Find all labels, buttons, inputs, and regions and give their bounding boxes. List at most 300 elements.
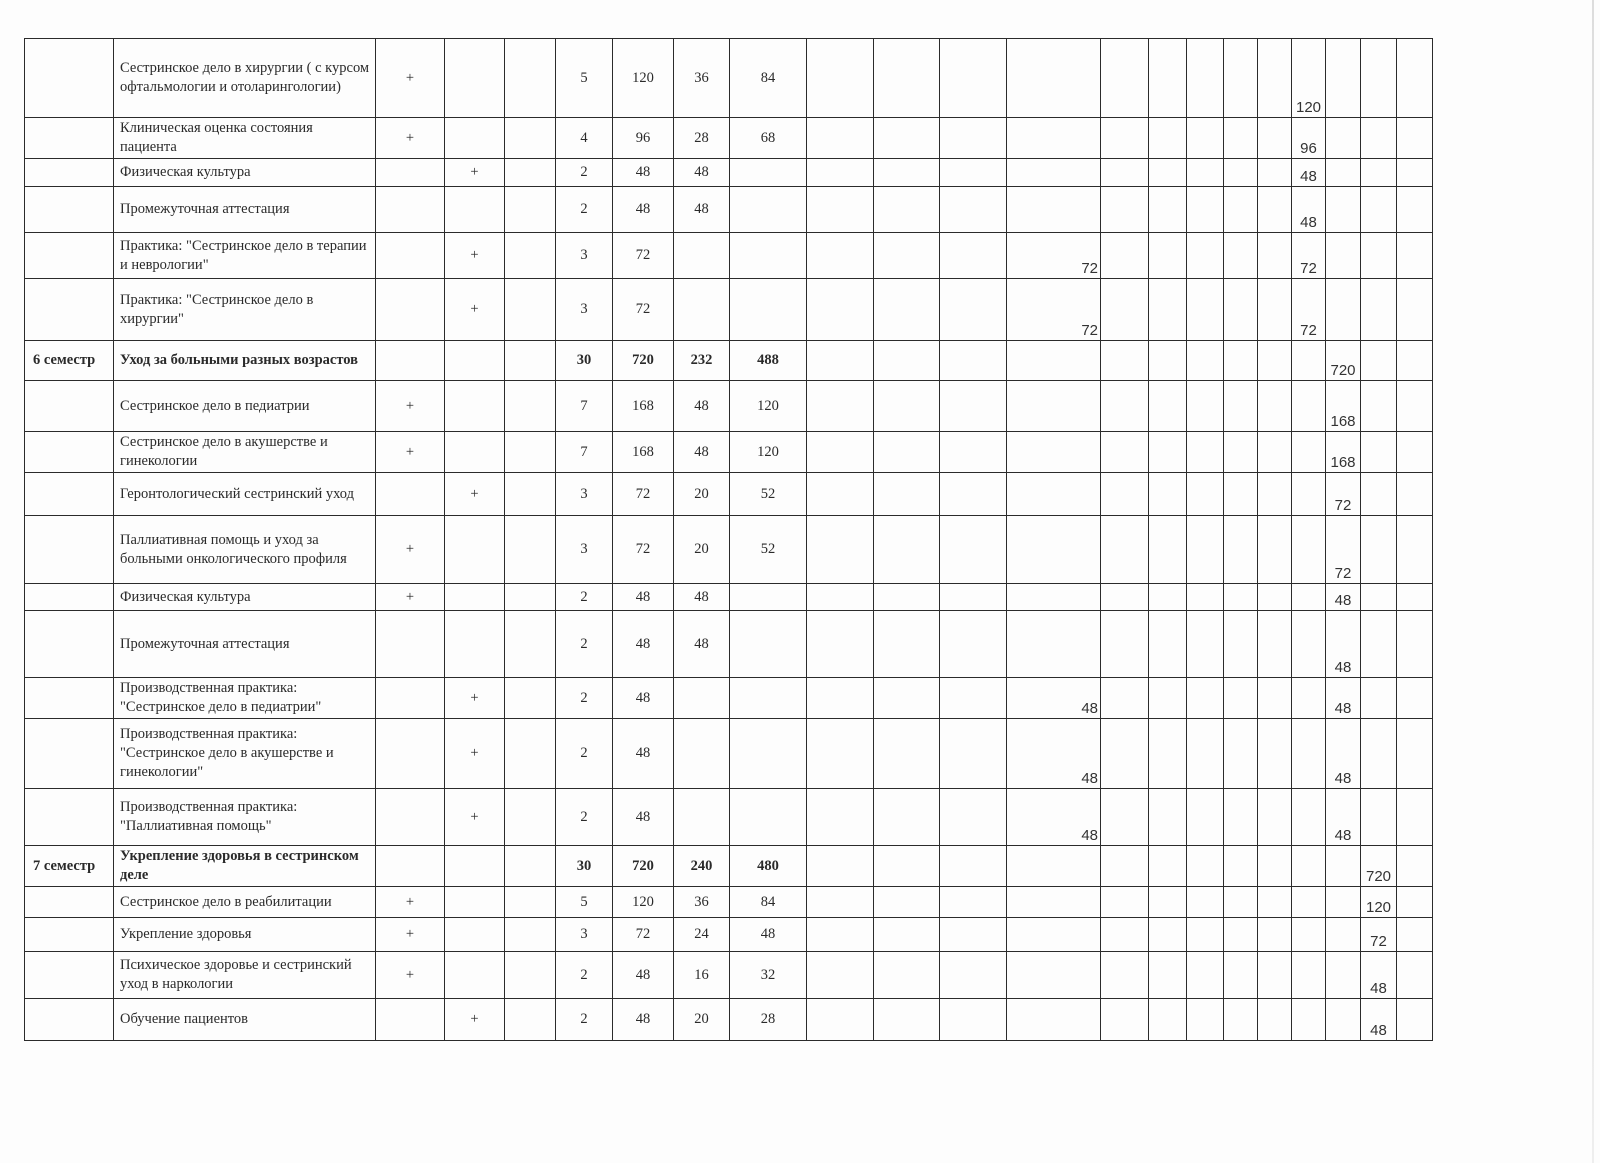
table-row xyxy=(25,341,1433,381)
empty-cell xyxy=(874,381,940,432)
coursework-mark xyxy=(505,516,556,584)
table-row xyxy=(25,999,1433,1041)
empty-cell xyxy=(1361,432,1397,473)
credit-units: 2 xyxy=(556,952,613,999)
table-row xyxy=(25,279,1433,341)
empty-cell xyxy=(1326,846,1361,887)
total-hours: 48 xyxy=(613,999,674,1041)
credit-units: 7 xyxy=(556,381,613,432)
table-row xyxy=(25,432,1433,473)
credit-units: 30 xyxy=(556,846,613,887)
empty-cell xyxy=(1397,473,1433,516)
credit-mark xyxy=(445,118,505,159)
credit-mark xyxy=(445,432,505,473)
semester-hours-cell: 48 xyxy=(1326,584,1361,611)
empty-cell xyxy=(1397,952,1433,999)
empty-cell xyxy=(1258,678,1292,719)
empty-cell xyxy=(1187,473,1224,516)
credit-units: 3 xyxy=(556,279,613,341)
coursework-mark xyxy=(505,952,556,999)
discipline-name: Промежуточная аттестация xyxy=(114,187,376,233)
empty-cell xyxy=(1258,516,1292,584)
discipline-name: Геронтологический сестринский уход xyxy=(114,473,376,516)
practice-total-cell xyxy=(1007,159,1101,187)
semester-label xyxy=(25,473,114,516)
empty-cell xyxy=(1187,279,1224,341)
empty-cell xyxy=(1397,187,1433,233)
empty-cell xyxy=(807,918,874,952)
empty-cell xyxy=(1149,432,1187,473)
empty-cell xyxy=(1149,846,1187,887)
empty-cell xyxy=(1187,846,1224,887)
empty-cell xyxy=(1149,719,1187,789)
practice-total-cell xyxy=(1007,516,1101,584)
theory-hours: 232 xyxy=(674,341,730,381)
table-row xyxy=(25,159,1433,187)
empty-cell xyxy=(807,719,874,789)
empty-cell xyxy=(1149,187,1187,233)
empty-cell xyxy=(1258,279,1292,341)
empty-cell xyxy=(874,846,940,887)
exam-mark: + xyxy=(376,118,445,159)
empty-cell xyxy=(874,719,940,789)
empty-cell xyxy=(1149,611,1187,678)
empty-cell xyxy=(1397,381,1433,432)
semester-label xyxy=(25,432,114,473)
empty-cell xyxy=(1361,187,1397,233)
empty-cell xyxy=(1292,918,1326,952)
empty-cell xyxy=(1224,516,1258,584)
theory-hours xyxy=(674,719,730,789)
empty-cell xyxy=(1187,719,1224,789)
semester-hours-cell: 72 xyxy=(1361,918,1397,952)
semester-hours-cell: 72 xyxy=(1292,279,1326,341)
table-row xyxy=(25,381,1433,432)
practice-total-cell xyxy=(1007,846,1101,887)
practice-total-cell xyxy=(1007,432,1101,473)
empty-cell xyxy=(807,432,874,473)
coursework-mark xyxy=(505,187,556,233)
empty-cell xyxy=(1361,341,1397,381)
empty-cell xyxy=(940,584,1007,611)
practice-hours xyxy=(730,678,807,719)
empty-cell xyxy=(1187,584,1224,611)
empty-cell xyxy=(1397,118,1433,159)
empty-cell xyxy=(874,516,940,584)
semester-hours-cell: 168 xyxy=(1326,432,1361,473)
empty-cell xyxy=(1224,952,1258,999)
empty-cell xyxy=(807,611,874,678)
total-hours: 96 xyxy=(613,118,674,159)
practice-total-cell xyxy=(1007,118,1101,159)
exam-mark: + xyxy=(376,584,445,611)
semester-label xyxy=(25,233,114,279)
empty-cell xyxy=(1258,341,1292,381)
empty-cell xyxy=(1224,233,1258,279)
total-hours: 48 xyxy=(613,611,674,678)
table-row xyxy=(25,918,1433,952)
practice-hours xyxy=(730,279,807,341)
credit-mark xyxy=(445,39,505,118)
practice-hours xyxy=(730,584,807,611)
coursework-mark xyxy=(505,473,556,516)
total-hours: 48 xyxy=(613,187,674,233)
exam-mark: + xyxy=(376,918,445,952)
theory-hours: 36 xyxy=(674,887,730,918)
practice-total-cell: 48 xyxy=(1007,678,1101,719)
practice-hours: 28 xyxy=(730,999,807,1041)
empty-cell xyxy=(940,233,1007,279)
empty-cell xyxy=(1101,39,1149,118)
semester-hours-cell: 720 xyxy=(1361,846,1397,887)
empty-cell xyxy=(1149,516,1187,584)
empty-cell xyxy=(1224,584,1258,611)
empty-cell xyxy=(1149,233,1187,279)
theory-hours xyxy=(674,789,730,846)
empty-cell xyxy=(1224,118,1258,159)
empty-cell xyxy=(1224,279,1258,341)
empty-cell xyxy=(874,473,940,516)
practice-total-cell xyxy=(1007,473,1101,516)
empty-cell xyxy=(1224,432,1258,473)
semester-label xyxy=(25,611,114,678)
semester-hours-cell: 48 xyxy=(1292,159,1326,187)
empty-cell xyxy=(940,887,1007,918)
semester-label: 6 семестр xyxy=(25,341,114,381)
empty-cell xyxy=(1397,887,1433,918)
empty-cell xyxy=(1101,611,1149,678)
theory-hours: 24 xyxy=(674,918,730,952)
empty-cell xyxy=(874,952,940,999)
semester-hours-cell: 168 xyxy=(1326,381,1361,432)
empty-cell xyxy=(1397,516,1433,584)
empty-cell xyxy=(874,999,940,1041)
practice-hours: 120 xyxy=(730,381,807,432)
practice-total-cell xyxy=(1007,39,1101,118)
table-row xyxy=(25,887,1433,918)
semester-hours-cell: 48 xyxy=(1326,611,1361,678)
theory-hours xyxy=(674,233,730,279)
empty-cell xyxy=(807,678,874,719)
credit-units: 2 xyxy=(556,611,613,678)
discipline-name: Физическая культура xyxy=(114,159,376,187)
table-row xyxy=(25,39,1433,118)
empty-cell xyxy=(1149,952,1187,999)
semester-hours-cell: 96 xyxy=(1292,118,1326,159)
empty-cell xyxy=(940,432,1007,473)
practice-hours xyxy=(730,233,807,279)
empty-cell xyxy=(1258,187,1292,233)
empty-cell xyxy=(940,381,1007,432)
empty-cell xyxy=(874,159,940,187)
coursework-mark xyxy=(505,279,556,341)
credit-units: 7 xyxy=(556,432,613,473)
total-hours: 48 xyxy=(613,719,674,789)
practice-hours: 52 xyxy=(730,473,807,516)
empty-cell xyxy=(1326,887,1361,918)
empty-cell xyxy=(1361,233,1397,279)
empty-cell xyxy=(940,118,1007,159)
empty-cell xyxy=(1149,279,1187,341)
exam-mark xyxy=(376,719,445,789)
semester-label xyxy=(25,187,114,233)
credit-units: 2 xyxy=(556,789,613,846)
empty-cell xyxy=(807,341,874,381)
total-hours: 48 xyxy=(613,952,674,999)
credit-mark: + xyxy=(445,159,505,187)
empty-cell xyxy=(807,999,874,1041)
total-hours: 48 xyxy=(613,159,674,187)
theory-hours: 48 xyxy=(674,611,730,678)
empty-cell xyxy=(1361,678,1397,719)
empty-cell xyxy=(940,846,1007,887)
exam-mark xyxy=(376,187,445,233)
theory-hours: 48 xyxy=(674,432,730,473)
practice-total-cell xyxy=(1007,381,1101,432)
credit-mark xyxy=(445,341,505,381)
credit-mark: + xyxy=(445,678,505,719)
discipline-name: Производственная практика: "Паллиативная помощь" xyxy=(114,789,376,846)
empty-cell xyxy=(1101,473,1149,516)
practice-total-cell: 48 xyxy=(1007,789,1101,846)
coursework-mark xyxy=(505,233,556,279)
empty-cell xyxy=(1292,611,1326,678)
empty-cell xyxy=(1224,39,1258,118)
coursework-mark xyxy=(505,846,556,887)
credit-units: 3 xyxy=(556,516,613,584)
empty-cell xyxy=(940,341,1007,381)
empty-cell xyxy=(1149,584,1187,611)
empty-cell xyxy=(874,233,940,279)
credit-units: 3 xyxy=(556,233,613,279)
semester-label xyxy=(25,118,114,159)
empty-cell xyxy=(1397,846,1433,887)
scan-edge xyxy=(1592,0,1594,1163)
semester-label xyxy=(25,719,114,789)
empty-cell xyxy=(1187,999,1224,1041)
semester-hours-cell: 72 xyxy=(1326,473,1361,516)
discipline-name: Сестринское дело в реабилитации xyxy=(114,887,376,918)
discipline-name: Паллиативная помощь и уход за больными онкологического профиля xyxy=(114,516,376,584)
theory-hours: 240 xyxy=(674,846,730,887)
practice-hours: 52 xyxy=(730,516,807,584)
theory-hours: 20 xyxy=(674,516,730,584)
credit-units: 2 xyxy=(556,719,613,789)
practice-hours: 480 xyxy=(730,846,807,887)
empty-cell xyxy=(1326,233,1361,279)
coursework-mark xyxy=(505,678,556,719)
total-hours: 168 xyxy=(613,432,674,473)
empty-cell xyxy=(1149,918,1187,952)
empty-cell xyxy=(1101,233,1149,279)
empty-cell xyxy=(940,789,1007,846)
empty-cell xyxy=(940,952,1007,999)
empty-cell xyxy=(1149,159,1187,187)
empty-cell xyxy=(1101,887,1149,918)
practice-total-cell: 72 xyxy=(1007,279,1101,341)
semester-label xyxy=(25,678,114,719)
empty-cell xyxy=(1397,233,1433,279)
semester-hours-cell: 48 xyxy=(1326,678,1361,719)
empty-cell xyxy=(940,516,1007,584)
credit-mark xyxy=(445,611,505,678)
empty-cell xyxy=(1292,952,1326,999)
practice-total-cell: 48 xyxy=(1007,719,1101,789)
empty-cell xyxy=(1326,918,1361,952)
empty-cell xyxy=(1187,233,1224,279)
empty-cell xyxy=(807,846,874,887)
credit-mark xyxy=(445,846,505,887)
empty-cell xyxy=(1361,516,1397,584)
empty-cell xyxy=(1224,678,1258,719)
empty-cell xyxy=(1187,952,1224,999)
empty-cell xyxy=(1224,341,1258,381)
coursework-mark xyxy=(505,381,556,432)
total-hours: 120 xyxy=(613,887,674,918)
credit-units: 30 xyxy=(556,341,613,381)
credit-mark xyxy=(445,381,505,432)
empty-cell xyxy=(807,584,874,611)
credit-mark: + xyxy=(445,789,505,846)
empty-cell xyxy=(1187,118,1224,159)
empty-cell xyxy=(1397,159,1433,187)
credit-units: 2 xyxy=(556,999,613,1041)
discipline-name: Уход за больными разных возрастов xyxy=(114,341,376,381)
empty-cell xyxy=(874,789,940,846)
empty-cell xyxy=(1361,381,1397,432)
empty-cell xyxy=(807,381,874,432)
theory-hours: 20 xyxy=(674,473,730,516)
theory-hours: 20 xyxy=(674,999,730,1041)
empty-cell xyxy=(1258,432,1292,473)
empty-cell xyxy=(1187,432,1224,473)
empty-cell xyxy=(807,39,874,118)
exam-mark xyxy=(376,473,445,516)
empty-cell xyxy=(1258,611,1292,678)
discipline-name: Промежуточная аттестация xyxy=(114,611,376,678)
empty-cell xyxy=(1187,678,1224,719)
coursework-mark xyxy=(505,887,556,918)
discipline-name: Клиническая оценка состояния пациента xyxy=(114,118,376,159)
coursework-mark xyxy=(505,159,556,187)
empty-cell xyxy=(1187,39,1224,118)
semester-label xyxy=(25,918,114,952)
empty-cell xyxy=(1326,118,1361,159)
empty-cell xyxy=(1224,789,1258,846)
empty-cell xyxy=(1397,611,1433,678)
empty-cell xyxy=(1187,381,1224,432)
credit-units: 5 xyxy=(556,39,613,118)
theory-hours: 36 xyxy=(674,39,730,118)
empty-cell xyxy=(940,473,1007,516)
empty-cell xyxy=(1361,118,1397,159)
table-row xyxy=(25,678,1433,719)
table-row xyxy=(25,584,1433,611)
empty-cell xyxy=(1326,999,1361,1041)
empty-cell xyxy=(1101,999,1149,1041)
table-row xyxy=(25,952,1433,999)
empty-cell xyxy=(1101,846,1149,887)
practice-hours xyxy=(730,789,807,846)
theory-hours: 16 xyxy=(674,952,730,999)
exam-mark xyxy=(376,999,445,1041)
semester-label: 7 семестр xyxy=(25,846,114,887)
semester-hours-cell: 48 xyxy=(1361,999,1397,1041)
empty-cell xyxy=(1101,584,1149,611)
discipline-name: Практика: "Сестринское дело в хирургии" xyxy=(114,279,376,341)
table-row xyxy=(25,516,1433,584)
practice-hours xyxy=(730,611,807,678)
table-row xyxy=(25,846,1433,887)
coursework-mark xyxy=(505,918,556,952)
total-hours: 72 xyxy=(613,516,674,584)
total-hours: 72 xyxy=(613,279,674,341)
empty-cell xyxy=(1101,789,1149,846)
empty-cell xyxy=(1149,381,1187,432)
semester-label xyxy=(25,789,114,846)
credit-units: 3 xyxy=(556,473,613,516)
empty-cell xyxy=(1224,473,1258,516)
empty-cell xyxy=(940,39,1007,118)
empty-cell xyxy=(1361,159,1397,187)
empty-cell xyxy=(874,39,940,118)
coursework-mark xyxy=(505,611,556,678)
empty-cell xyxy=(874,918,940,952)
practice-hours xyxy=(730,159,807,187)
empty-cell xyxy=(1224,846,1258,887)
discipline-name: Производственная практика: "Сестринское дело в акушерстве и гинекологии" xyxy=(114,719,376,789)
credit-mark: + xyxy=(445,473,505,516)
discipline-name: Укрепление здоровья в сестринском деле xyxy=(114,846,376,887)
semester-hours-cell: 48 xyxy=(1292,187,1326,233)
table-row xyxy=(25,473,1433,516)
empty-cell xyxy=(874,187,940,233)
credit-units: 2 xyxy=(556,159,613,187)
empty-cell xyxy=(1292,887,1326,918)
empty-cell xyxy=(1258,118,1292,159)
empty-cell xyxy=(940,159,1007,187)
discipline-name: Обучение пациентов xyxy=(114,999,376,1041)
practice-total-cell xyxy=(1007,187,1101,233)
credit-mark: + xyxy=(445,719,505,789)
empty-cell xyxy=(1224,719,1258,789)
empty-cell xyxy=(940,187,1007,233)
empty-cell xyxy=(874,611,940,678)
empty-cell xyxy=(1258,159,1292,187)
table-row xyxy=(25,118,1433,159)
empty-cell xyxy=(1292,473,1326,516)
exam-mark xyxy=(376,279,445,341)
empty-cell xyxy=(1224,159,1258,187)
practice-hours xyxy=(730,719,807,789)
total-hours: 72 xyxy=(613,233,674,279)
curriculum-table xyxy=(24,38,1433,1041)
empty-cell xyxy=(1149,118,1187,159)
empty-cell xyxy=(807,233,874,279)
practice-total-cell xyxy=(1007,918,1101,952)
empty-cell xyxy=(1258,473,1292,516)
semester-label xyxy=(25,584,114,611)
empty-cell xyxy=(1224,918,1258,952)
empty-cell xyxy=(1292,999,1326,1041)
theory-hours xyxy=(674,678,730,719)
practice-hours xyxy=(730,187,807,233)
exam-mark xyxy=(376,159,445,187)
empty-cell xyxy=(940,918,1007,952)
empty-cell xyxy=(807,279,874,341)
practice-total-cell xyxy=(1007,611,1101,678)
empty-cell xyxy=(1224,611,1258,678)
